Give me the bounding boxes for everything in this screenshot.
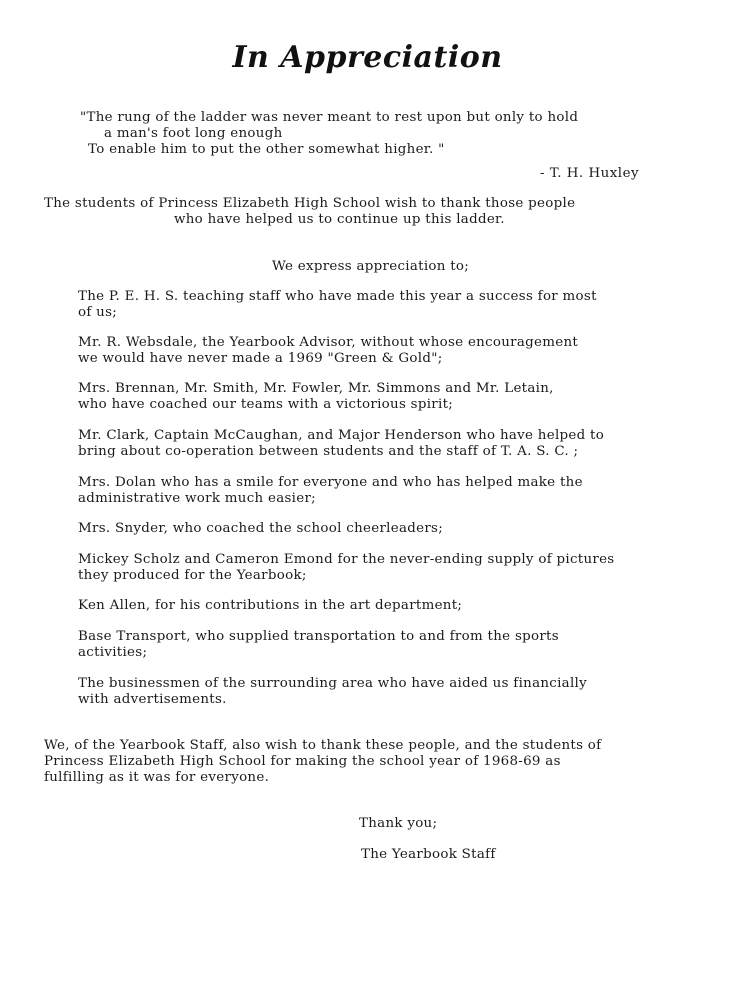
appreciation-item bbox=[78, 521, 678, 537]
item-line: we would have never made a 1969 "Green & Gold"; bbox=[78, 351, 443, 366]
huxley-quote bbox=[80, 110, 680, 158]
appreciation-item bbox=[78, 381, 678, 413]
intro-line-2: who have helped us to continue up this ladder. bbox=[174, 212, 505, 227]
appreciation-item bbox=[78, 289, 678, 321]
item-line: with advertisements. bbox=[78, 692, 227, 707]
intro-paragraph bbox=[44, 196, 654, 228]
appreciation-item bbox=[78, 335, 678, 367]
closing-line-2: Princess Elizabeth High School for making the school year of 1968-69 as bbox=[44, 754, 561, 769]
closing-line-3: fulfilling as it was for everyone. bbox=[44, 770, 270, 785]
item-line: Mrs. Snyder, who coached the school cheerleaders; bbox=[78, 521, 444, 536]
item-line: activities; bbox=[78, 645, 148, 660]
item-line: Mrs. Dolan who has a smile for everyone and who has helped make the bbox=[78, 475, 583, 490]
closing-paragraph bbox=[44, 738, 704, 786]
item-line: Ken Allen, for his contributions in the art department; bbox=[78, 598, 463, 613]
item-line: The P. E. H. S. teaching staff who have made this year a success for most bbox=[78, 289, 597, 304]
signature-yearbook-staff: The Yearbook Staff bbox=[361, 847, 496, 862]
thank-you: Thank you; bbox=[359, 816, 438, 831]
item-line: of us; bbox=[78, 305, 118, 320]
quote-attribution: - T. H. Huxley bbox=[540, 166, 640, 181]
appreciation-item bbox=[78, 598, 678, 614]
appreciation-item bbox=[78, 629, 678, 661]
quote-line-1: "The rung of the ladder was never meant to rest upon but only to hold bbox=[80, 110, 579, 125]
appreciation-item bbox=[78, 428, 678, 460]
item-line: Mrs. Brennan, Mr. Smith, Mr. Fowler, Mr. Simmons and Mr. Letain, bbox=[78, 381, 554, 396]
appreciation-item bbox=[78, 676, 678, 708]
item-line: The businessmen of the surrounding area who have aided us financially bbox=[78, 676, 587, 691]
appreciation-item bbox=[78, 475, 678, 507]
item-line: Base Transport, who supplied transportation to and from the sports bbox=[78, 629, 559, 644]
item-line: Mickey Scholz and Cameron Emond for the never-ending supply of pictures bbox=[78, 552, 615, 567]
item-line: administrative work much easier; bbox=[78, 491, 316, 506]
express-heading: We express appreciation to; bbox=[272, 259, 470, 274]
item-line: Mr. R. Websdale, the Yearbook Advisor, without whose encouragement bbox=[78, 335, 579, 350]
quote-line-3: To enable him to put the other somewhat higher. " bbox=[88, 142, 445, 157]
appreciation-item bbox=[78, 552, 678, 584]
intro-line-1: The students of Princess Elizabeth High School wish to thank those people bbox=[44, 196, 576, 211]
quote-line-2: a man's foot long enough bbox=[104, 126, 283, 141]
item-line: bring about co-operation between students and the staff of T. A. S. C. ; bbox=[78, 444, 579, 459]
item-line: they produced for the Yearbook; bbox=[78, 568, 307, 583]
closing-line-1: We, of the Yearbook Staff, also wish to thank these people, and the students of bbox=[44, 738, 602, 753]
item-line: who have coached our teams with a victorious spirit; bbox=[78, 397, 454, 412]
page-title: In Appreciation bbox=[232, 40, 503, 75]
item-line: Mr. Clark, Captain McCaughan, and Major Henderson who have helped to bbox=[78, 428, 605, 443]
